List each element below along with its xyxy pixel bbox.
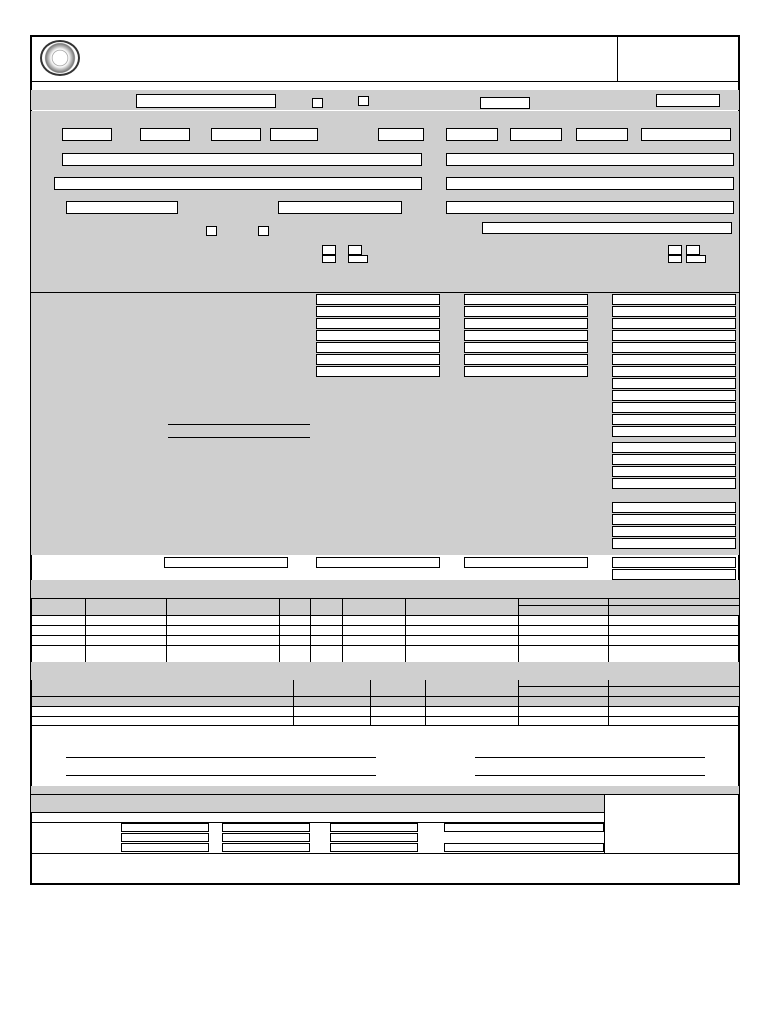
amount-input[interactable] (612, 526, 736, 537)
others-specify-line (168, 437, 310, 438)
column-rule (739, 598, 740, 680)
amount-input[interactable] (612, 414, 736, 425)
amount-input[interactable] (316, 354, 440, 365)
bir-seal-logo (40, 40, 80, 76)
amended-no-checkbox[interactable] (358, 96, 369, 106)
sheets-input[interactable] (480, 97, 530, 109)
decedent-residence-input[interactable] (54, 177, 422, 190)
taxpayer-name-input[interactable] (62, 153, 422, 166)
payment-input[interactable] (444, 823, 604, 832)
rule (518, 605, 739, 606)
telephone-input[interactable] (278, 201, 402, 214)
payment-input[interactable] (121, 833, 209, 842)
header-divider (617, 36, 618, 82)
column-rule (293, 680, 294, 726)
total-payable-input[interactable] (612, 569, 736, 580)
payment-input[interactable] (222, 823, 310, 832)
rule (31, 853, 739, 854)
compromise-input[interactable] (464, 557, 588, 568)
executor-tin-input[interactable] (576, 128, 628, 141)
taxpayer-tin-input[interactable] (270, 128, 318, 141)
amount-input[interactable] (464, 306, 588, 317)
taxpayer-tin-input[interactable] (140, 128, 190, 141)
extension-yes-box[interactable] (322, 255, 336, 263)
amount-input[interactable] (612, 366, 736, 377)
row-rule (31, 645, 739, 646)
executor-tin-input[interactable] (510, 128, 562, 141)
rdo-code-input[interactable] (378, 128, 424, 141)
relief-yes-checkbox[interactable] (206, 226, 217, 236)
zip-code-input[interactable] (66, 201, 178, 214)
signature-line (475, 757, 705, 758)
column-rule (425, 680, 426, 726)
payment-input[interactable] (222, 843, 310, 852)
row-rule (31, 725, 739, 726)
amount-input[interactable] (464, 366, 588, 377)
payment-input[interactable] (330, 823, 418, 832)
payment-input[interactable] (330, 843, 418, 852)
row-rule (31, 625, 739, 626)
amount-input[interactable] (612, 514, 736, 525)
part3-header-band (31, 794, 604, 812)
amount-input[interactable] (612, 354, 736, 365)
row-rule (31, 716, 739, 717)
computation-header-band (31, 272, 739, 292)
part1-band (31, 111, 739, 120)
amount-input[interactable] (464, 318, 588, 329)
amount-input[interactable] (612, 294, 736, 305)
amended-yes-checkbox[interactable] (312, 98, 323, 108)
rule (31, 615, 739, 616)
part2-band (31, 264, 739, 272)
extension-no-box[interactable] (348, 255, 368, 263)
special-law-input[interactable] (482, 222, 732, 234)
amount-input[interactable] (612, 318, 736, 329)
relief-no-checkbox[interactable] (258, 226, 269, 236)
rule (31, 598, 739, 599)
amount-input[interactable] (612, 390, 736, 401)
rule (31, 794, 739, 795)
payment-input[interactable] (330, 833, 418, 842)
penalties-total-input[interactable] (612, 557, 736, 568)
row-rule (31, 635, 739, 636)
amount-input[interactable] (316, 330, 440, 341)
amount-input[interactable] (612, 330, 736, 341)
amount-input[interactable] (612, 478, 736, 489)
schedule1-header-band (31, 580, 739, 598)
payment-input[interactable] (121, 843, 209, 852)
signature-line (66, 757, 376, 758)
amount-input[interactable] (316, 294, 440, 305)
column-rule (739, 680, 740, 726)
notice-no-box[interactable] (348, 245, 362, 255)
column-rule (370, 680, 371, 726)
stamp-divider (604, 794, 605, 854)
taxpayer-tin-input[interactable] (62, 128, 112, 141)
amount-input[interactable] (612, 378, 736, 389)
accreditation-line (475, 775, 705, 776)
pay-extension-yes-box[interactable] (668, 255, 682, 263)
part3-band (31, 786, 739, 794)
rule (518, 686, 739, 687)
amount-input[interactable] (316, 318, 440, 329)
amount-input[interactable] (612, 306, 736, 317)
executor-residence-input[interactable] (446, 201, 734, 214)
amount-input[interactable] (612, 342, 736, 353)
interest-input[interactable] (316, 557, 440, 568)
pay-extension-no-box[interactable] (686, 255, 706, 263)
amount-input[interactable] (464, 330, 588, 341)
date-of-death-input[interactable] (136, 94, 276, 108)
amount-input[interactable] (612, 454, 736, 465)
amount-input[interactable] (612, 538, 736, 549)
others-specify-line (168, 424, 310, 425)
executor-tin-input[interactable] (641, 128, 731, 141)
row16-band (31, 236, 739, 264)
amount-input[interactable] (316, 342, 440, 353)
notice-yes-box[interactable] (322, 245, 336, 255)
settled-no-box[interactable] (686, 245, 700, 255)
amount-input[interactable] (612, 466, 736, 477)
executor-tin-input[interactable] (446, 128, 498, 141)
settled-yes-box[interactable] (668, 245, 682, 255)
row-rule (31, 706, 739, 707)
tin-agent-line (66, 775, 376, 776)
amount-input[interactable] (316, 306, 440, 317)
rule (31, 812, 604, 813)
amount-input[interactable] (612, 442, 736, 453)
amount-input[interactable] (464, 294, 588, 305)
amount-input[interactable] (464, 342, 588, 353)
payment-input[interactable] (121, 823, 209, 832)
amount-input[interactable] (316, 366, 440, 377)
executor-address-input[interactable] (446, 177, 734, 190)
schedule1-colhead-band (31, 598, 739, 616)
payment-input[interactable] (444, 843, 604, 852)
schedule2-header-band (31, 662, 739, 706)
header-rule (31, 81, 739, 82)
payment-input[interactable] (222, 833, 310, 842)
column-rule (31, 680, 32, 726)
executor-name-input[interactable] (446, 153, 734, 166)
taxpayer-tin-input[interactable] (211, 128, 261, 141)
amount-input[interactable] (612, 502, 736, 513)
surcharge-input[interactable] (164, 557, 288, 568)
amount-input[interactable] (464, 354, 588, 365)
amount-input[interactable] (612, 402, 736, 413)
amount-input[interactable] (612, 426, 736, 437)
atc-input[interactable] (656, 94, 720, 107)
row-rule (31, 696, 739, 697)
